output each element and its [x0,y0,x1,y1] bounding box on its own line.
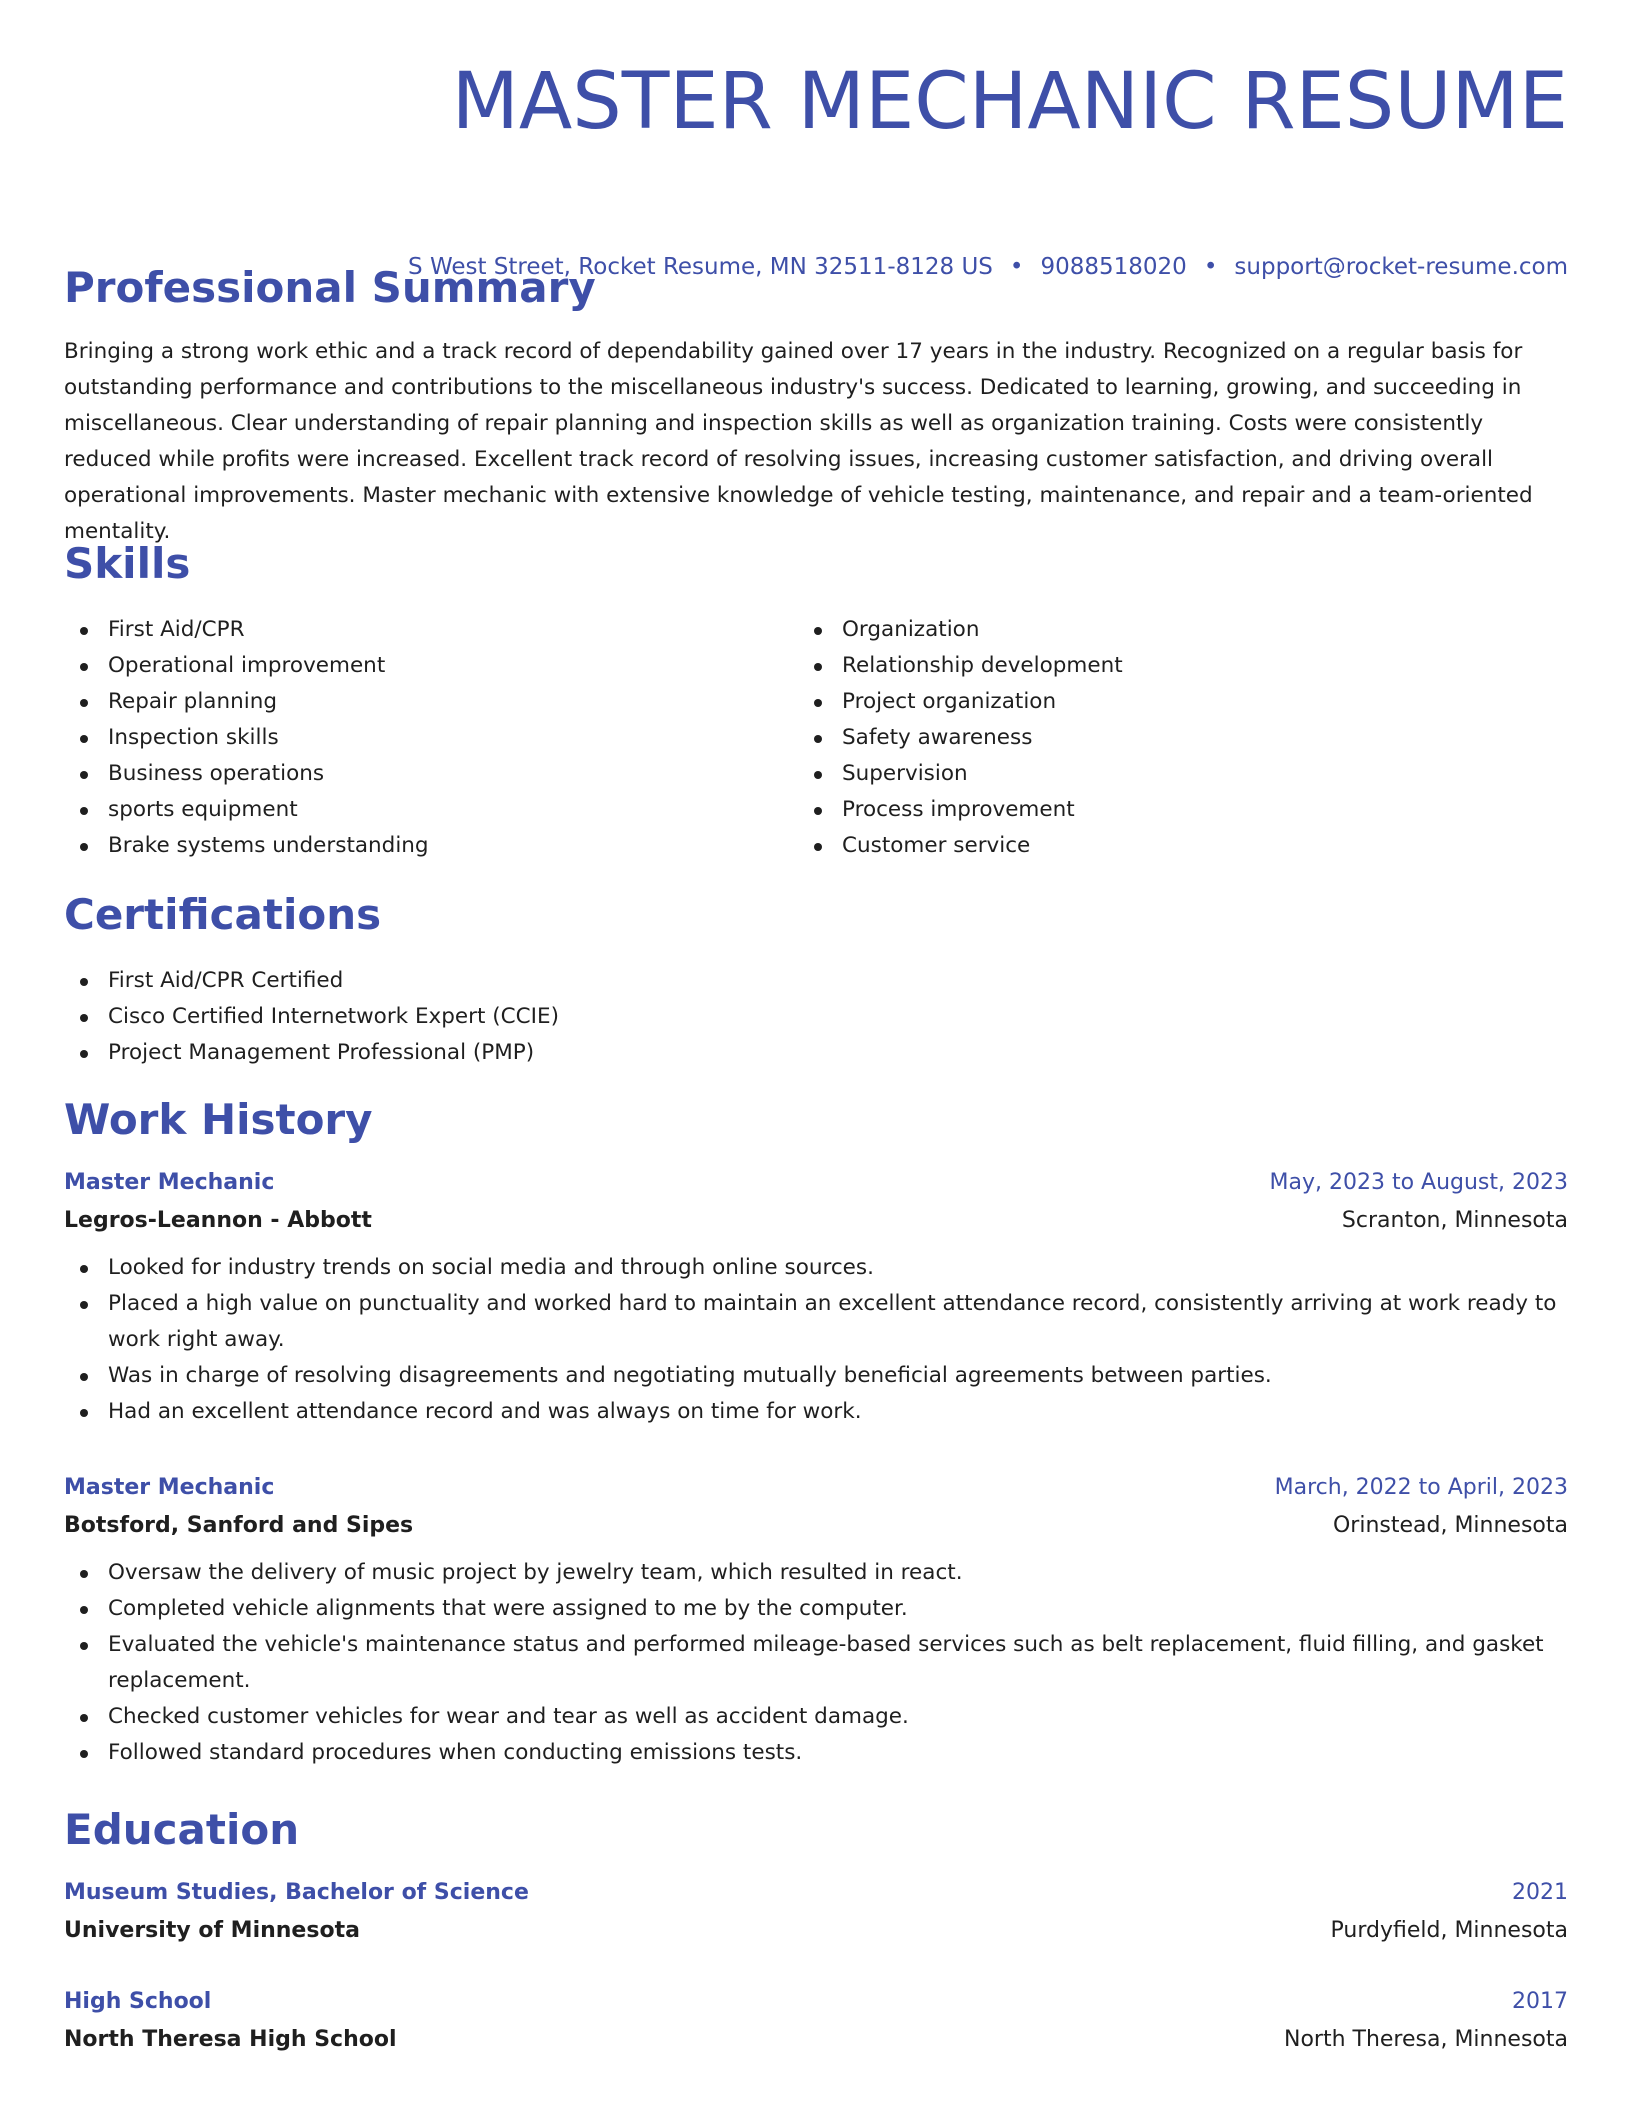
certification-item: Cisco Certified Internetwork Expert (CCIE) [108,999,559,1035]
job-entry [64,1469,1568,1771]
job-bullet: Had an excellent attendance record and was always on time for work. [108,1394,1568,1430]
job-bullets [64,1555,1568,1771]
contact-separator: • [1203,254,1218,280]
education-degree: Museum Studies, Bachelor of Science [64,1880,529,1905]
education-location: North Theresa, Minnesota [1283,2027,1568,2052]
skill-item: sports equipment [108,792,429,828]
job-bullet: Evaluated the vehicle's maintenance status and performed mileage-based services such as belt replacement, fluid filling, and gasket replacement. [108,1627,1568,1699]
certifications-list [64,963,559,1071]
contact-separator: • [1009,254,1024,280]
resume-title: MASTER MECHANIC RESUME [451,57,1568,147]
skills-list-right [798,612,1123,864]
job-bullet: Was in charge of resolving disagreements and negotiating mutually beneficial agreements between parties. [108,1358,1568,1394]
job-entry [64,1164,1568,1430]
contact-email: support@rocket-resume.com [1234,254,1568,280]
skill-item: Supervision [842,756,1123,792]
education-entry [64,1874,1568,1950]
job-dates: May, 2023 to August, 2023 [1269,1170,1568,1195]
job-bullets [64,1250,1568,1430]
certification-item: Project Management Professional (PMP) [108,1035,559,1071]
education-school: University of Minnesota [64,1918,360,1943]
skill-item: Process improvement [842,792,1123,828]
skill-item: Project organization [842,684,1123,720]
work-history-heading: Work History [64,1095,373,1144]
skill-item: Operational improvement [108,648,429,684]
job-bullet: Checked customer vehicles for wear and tear as well as accident damage. [108,1699,1568,1735]
skill-item: Business operations [108,756,429,792]
job-dates: March, 2022 to April, 2023 [1274,1475,1568,1500]
skills-heading: Skills [64,539,191,588]
job-bullet: Oversaw the delivery of music project by jewelry team, which resulted in react. [108,1555,1568,1591]
skills-list-left [64,612,429,864]
job-company: Legros-Leannon - Abbott [64,1208,372,1233]
education-entry [64,1983,1568,2059]
education-location: Purdyfield, Minnesota [1330,1918,1568,1943]
job-title: Master Mechanic [64,1170,275,1195]
education-heading: Education [64,1805,300,1854]
contact-address: S West Street, Rocket Resume, MN 32511-8128 US [408,254,993,280]
education-year: 2021 [1512,1880,1568,1905]
certification-item: First Aid/CPR Certified [108,963,559,999]
summary-text: Bringing a strong work ethic and a track record of dependability gained over 17 years in the industry. Recognized on a regular basis for outstanding performance and contributions to the miscellaneous industry's success. Dedicated to learning, growing, and succeeding in miscellaneous. Clear understanding of repair planning and inspection skills as well as organization training. Costs were consistently reduced while profits were increased. Excellent track record of resolving issues, increasing customer satisfaction, and driving overall operational improvements. Master mechanic with extensive knowledge of vehicle testing, maintenance, and repair and a team-oriented mentality. [64,339,1533,544]
skill-item: Brake systems understanding [108,828,429,864]
skill-item: Inspection skills [108,720,429,756]
skill-item: Relationship development [842,648,1123,684]
education-school: North Theresa High School [64,2027,397,2052]
skill-item: Safety awareness [842,720,1123,756]
job-bullet: Followed standard procedures when conducting emissions tests. [108,1735,1568,1771]
skill-item: Customer service [842,828,1123,864]
skill-item: Organization [842,612,1123,648]
certifications-heading: Certifications [64,890,382,939]
education-degree: High School [64,1989,212,2014]
job-location: Orinstead, Minnesota [1332,1513,1568,1538]
skill-item: Repair planning [108,684,429,720]
job-location: Scranton, Minnesota [1341,1208,1568,1233]
summary-heading: Professional Summary [64,263,596,312]
education-year: 2017 [1512,1989,1568,2014]
job-bullet: Looked for industry trends on social media and through online sources. [108,1250,1568,1286]
skill-item: First Aid/CPR [108,612,429,648]
job-bullet: Completed vehicle alignments that were assigned to me by the computer. [108,1591,1568,1627]
job-title: Master Mechanic [64,1475,275,1500]
job-bullet: Placed a high value on punctuality and worked hard to maintain an excellent attendance record, consistently arriving at work ready to work right away. [108,1286,1568,1358]
job-company: Botsford, Sanford and Sipes [64,1513,414,1538]
contact-phone: 9088518020 [1040,254,1187,280]
